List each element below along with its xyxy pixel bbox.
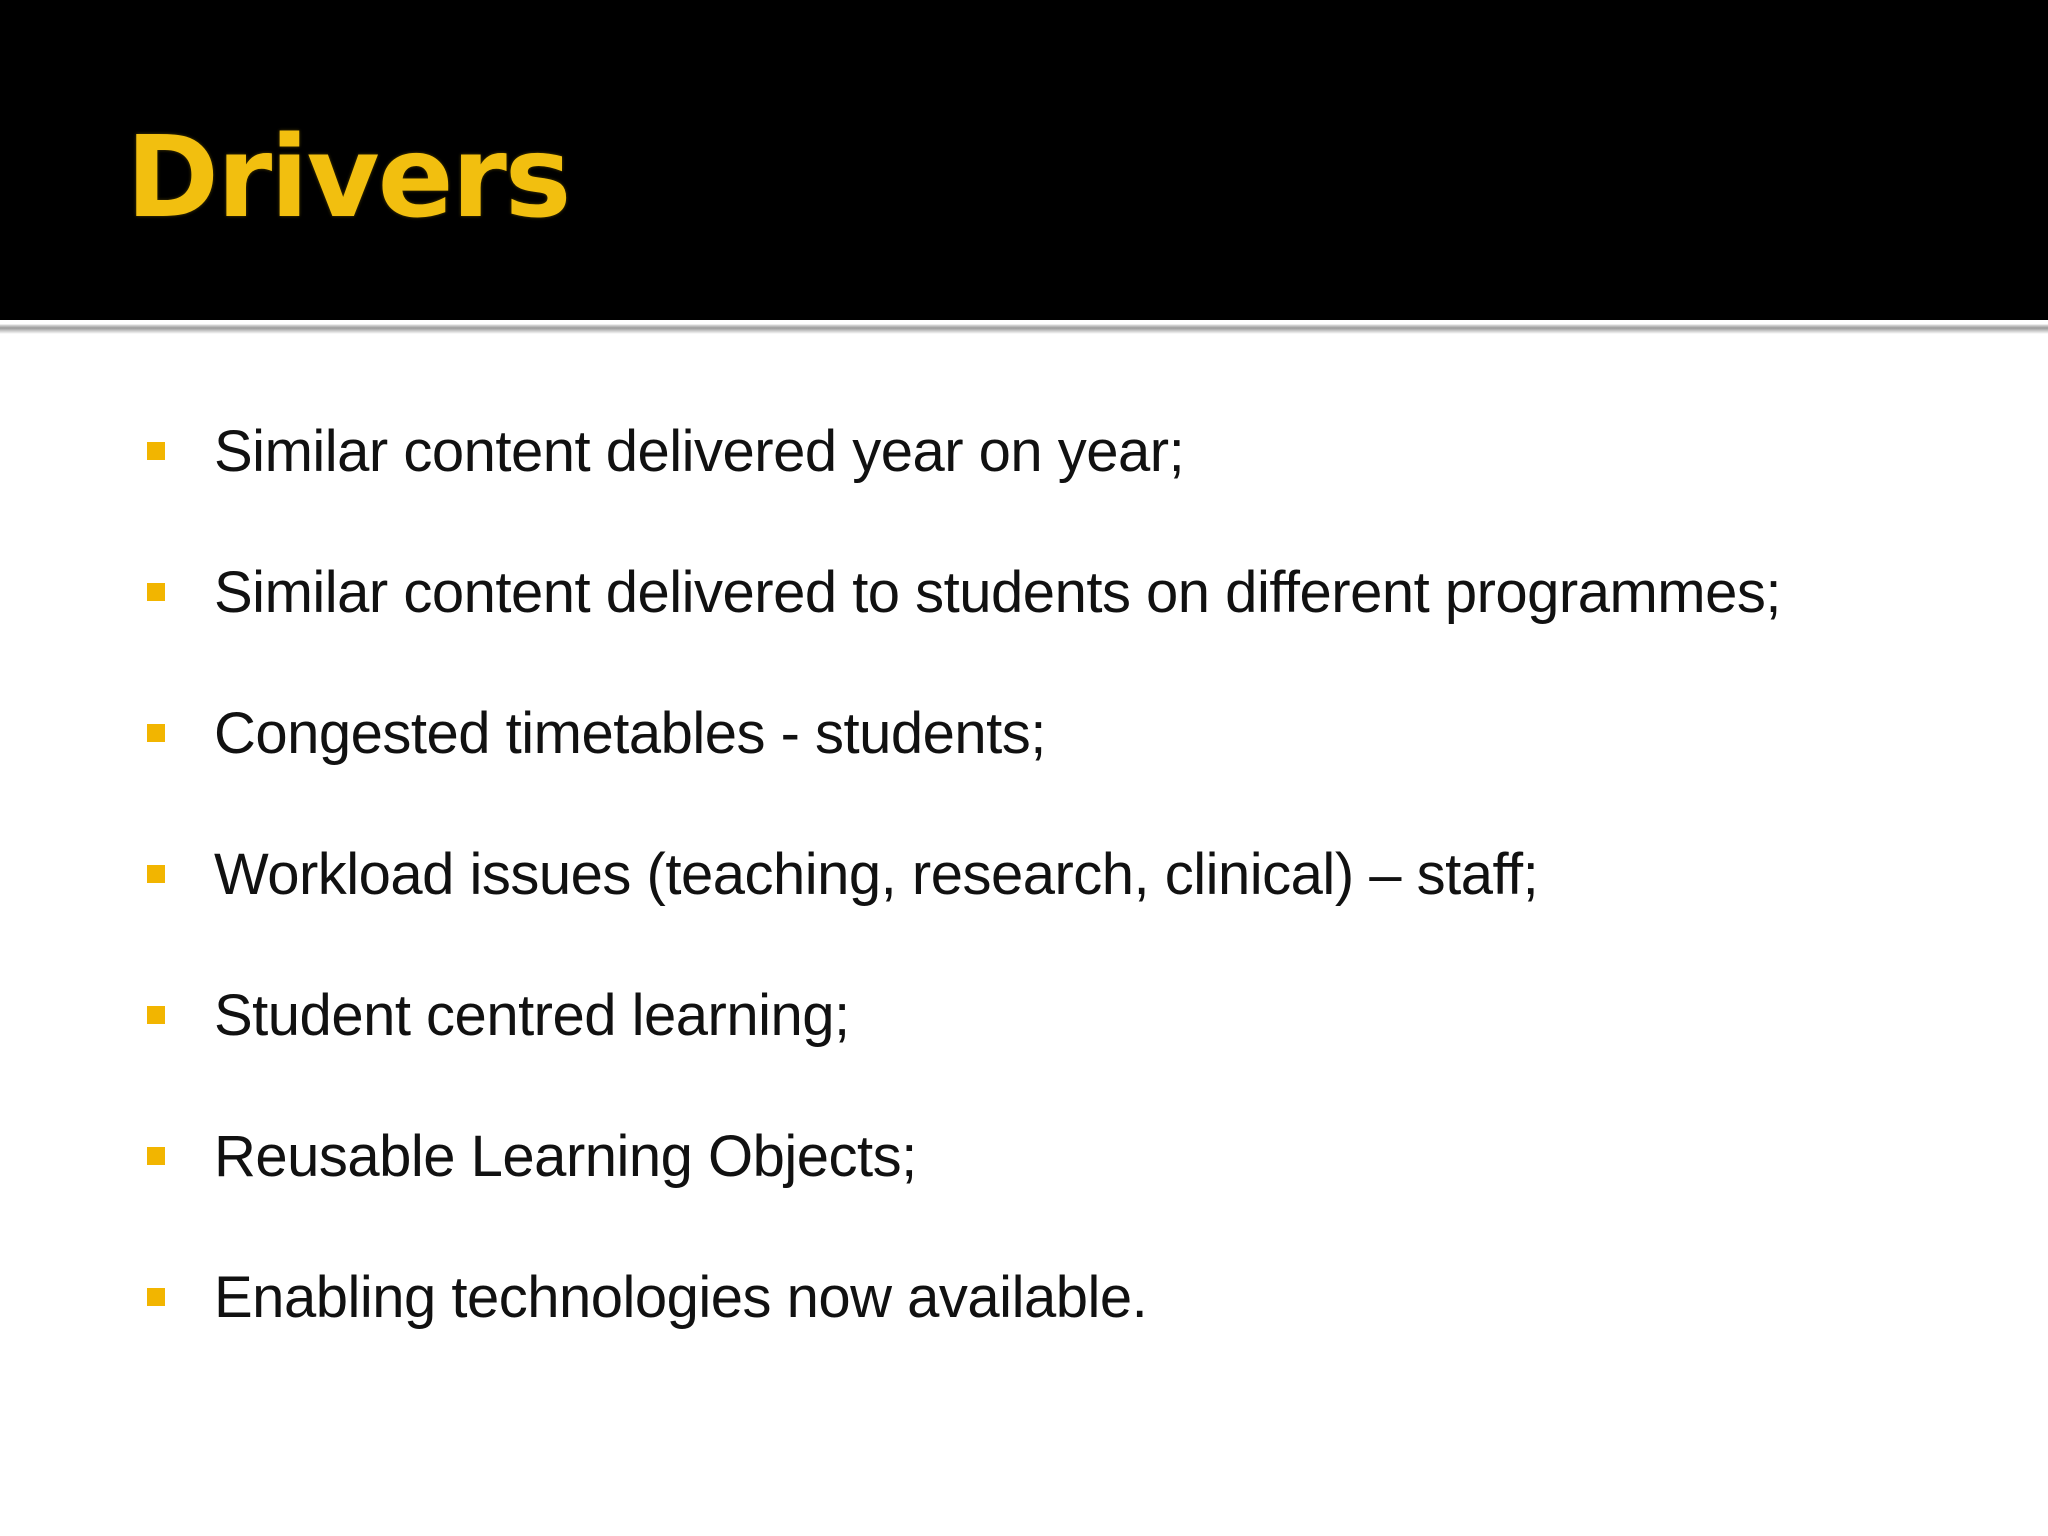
square-bullet-icon <box>147 724 165 742</box>
bullet-text: Reusable Learning Objects; <box>214 1124 917 1189</box>
bullet-text: Congested timetables - students; <box>214 701 1046 766</box>
bullet-item <box>142 541 1982 682</box>
slide-title: Drivers <box>126 113 570 243</box>
bullet-item <box>142 400 1982 541</box>
bullet-item <box>142 823 1982 964</box>
title-band <box>0 0 2048 320</box>
bullet-text: Enabling technologies now available. <box>214 1265 1148 1330</box>
bullet-item <box>142 1246 1982 1387</box>
bullet-item <box>142 1105 1982 1246</box>
header-divider <box>0 320 2048 334</box>
square-bullet-icon <box>147 865 165 883</box>
square-bullet-icon <box>147 1147 165 1165</box>
square-bullet-icon <box>147 442 165 460</box>
bullet-text: Similar content delivered year on year; <box>214 419 1185 484</box>
square-bullet-icon <box>147 1006 165 1024</box>
square-bullet-icon <box>147 1288 165 1306</box>
square-bullet-icon <box>147 583 165 601</box>
bullet-text: Similar content delivered to students on different programmes; <box>214 560 1781 625</box>
bullet-list <box>142 400 1982 1387</box>
bullet-text: Workload issues (teaching, research, clinical) – staff; <box>214 842 1539 907</box>
bullet-item <box>142 964 1982 1105</box>
bullet-item <box>142 682 1982 823</box>
bullet-text: Student centred learning; <box>214 983 850 1048</box>
